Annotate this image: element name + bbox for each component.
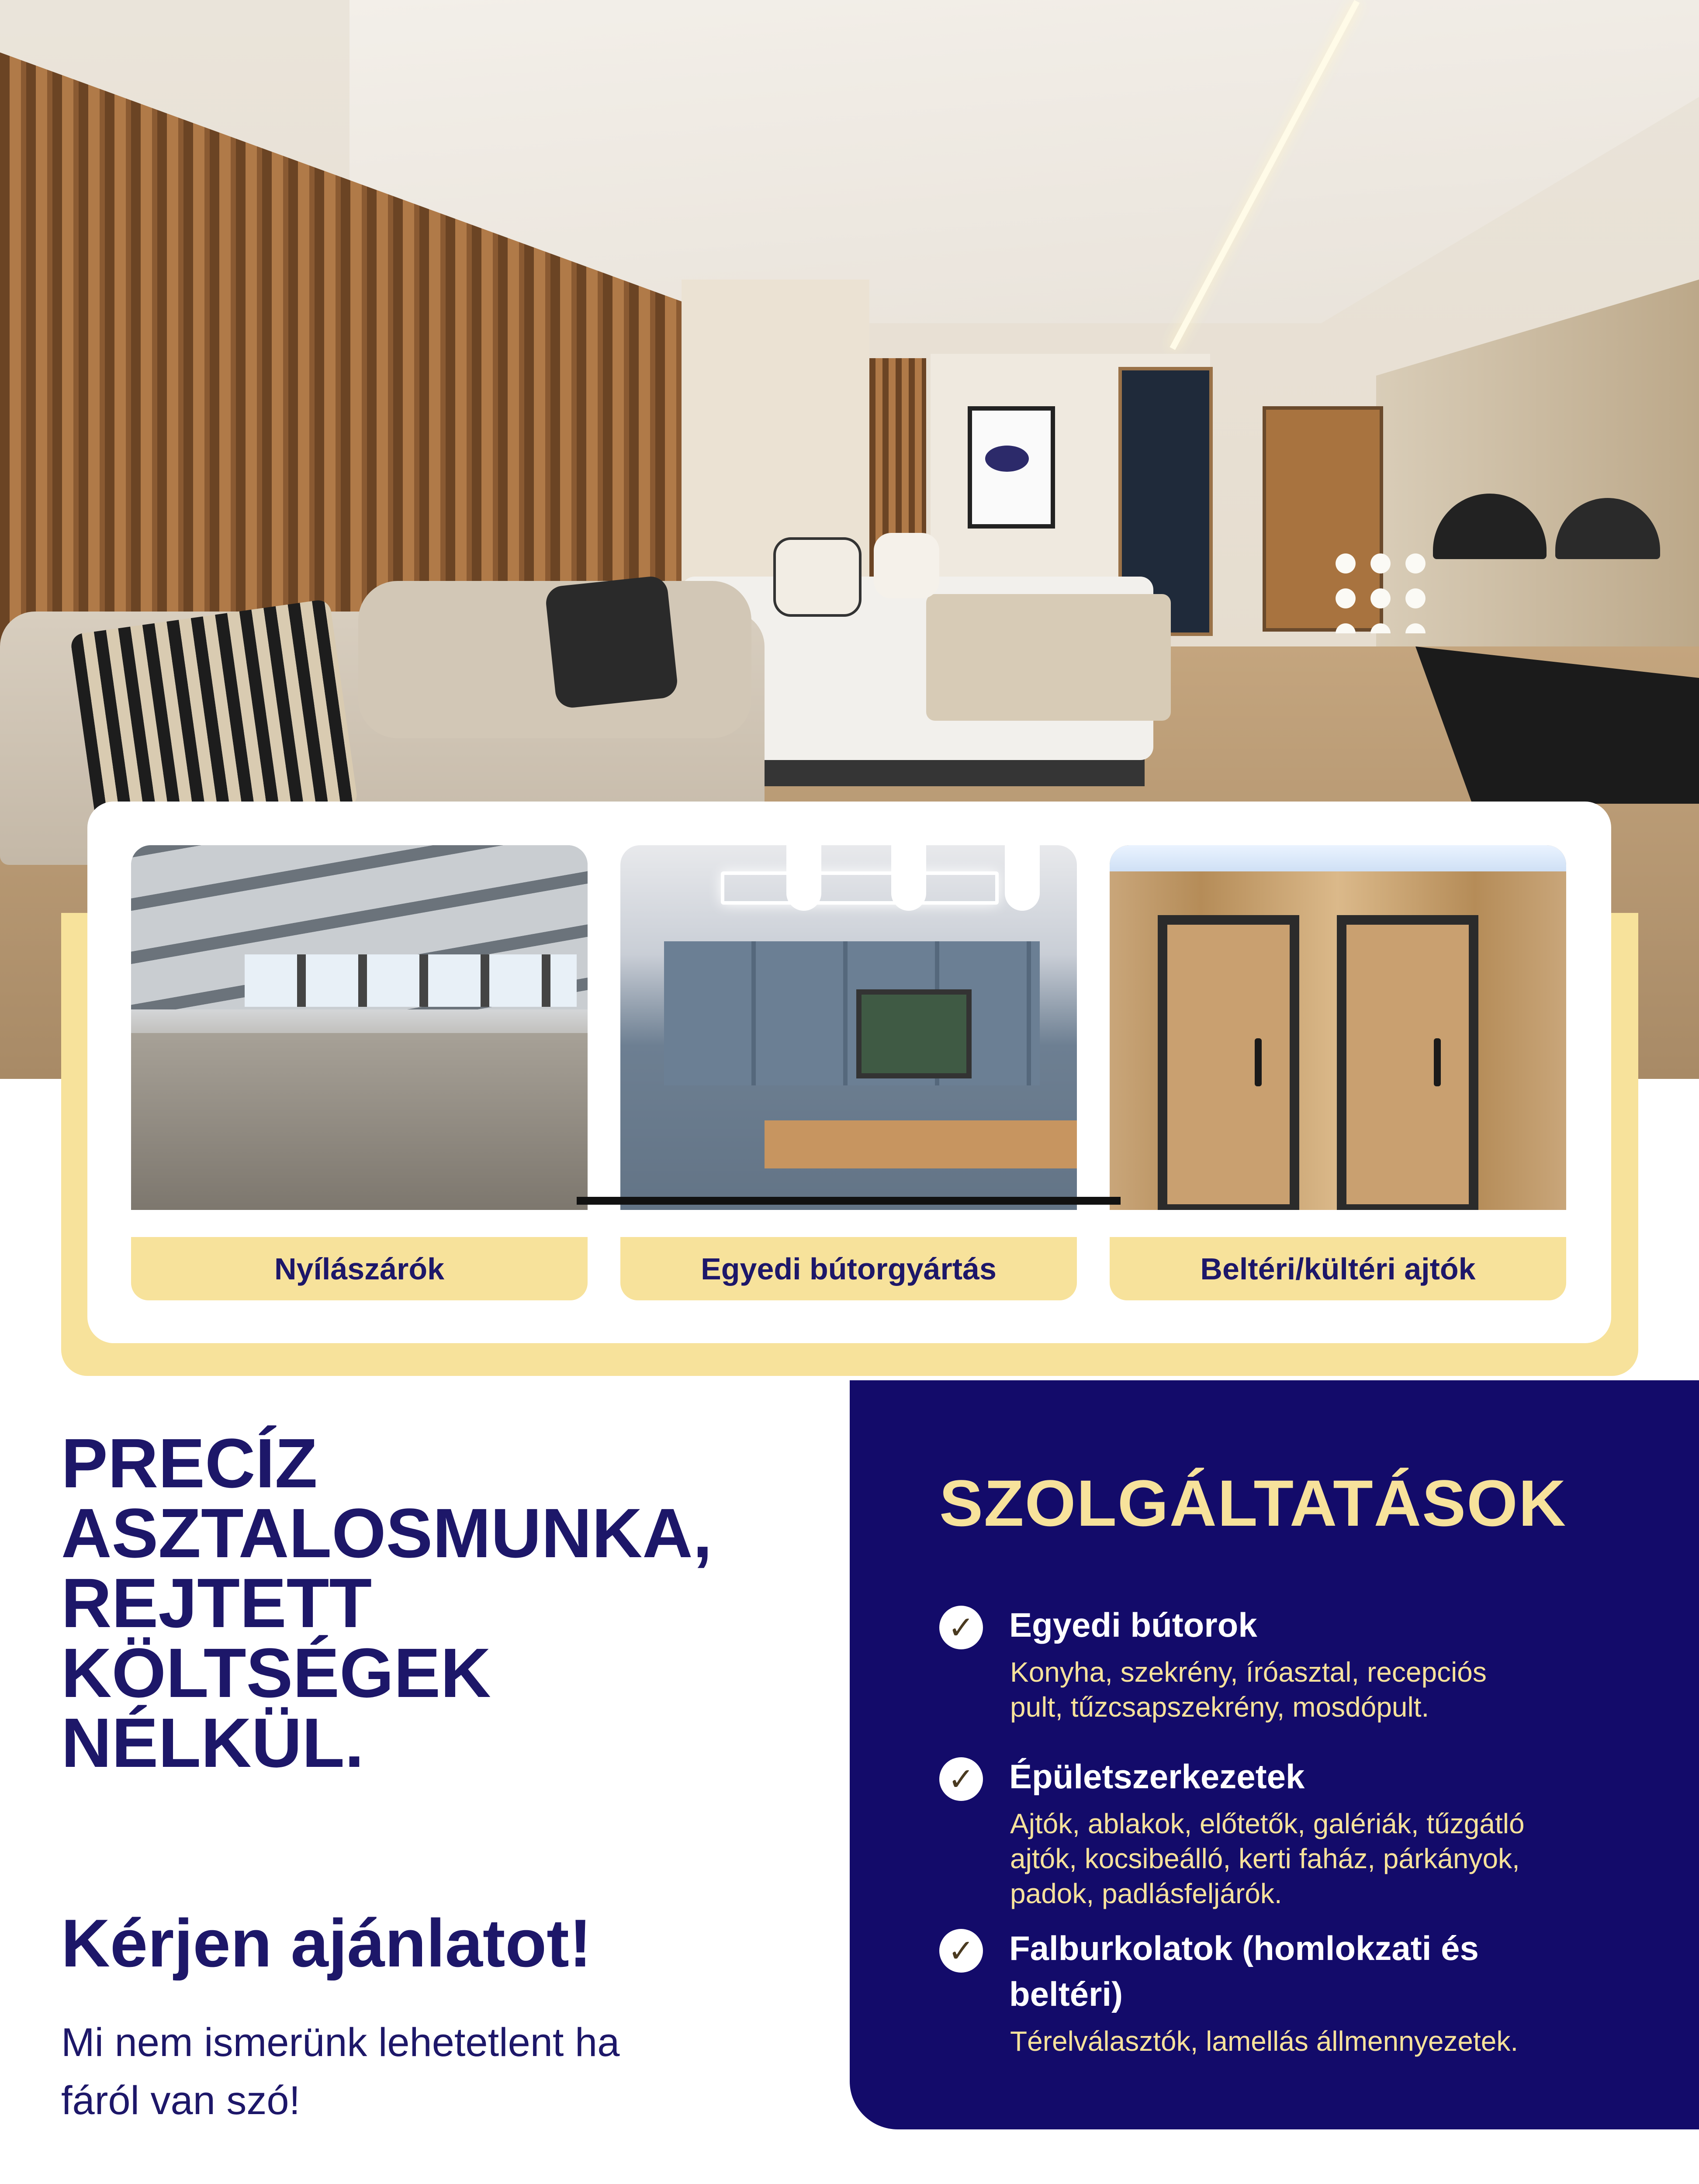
photo-kitchen-window (856, 989, 972, 1078)
service-description-line: padok, padlásfeljárók. (1010, 1878, 1282, 1909)
headline-line: ASZTALOSMUNKA, (61, 1494, 713, 1572)
photo-window-row (245, 954, 577, 1007)
gallery-caption: Egyedi bútorgyártás (620, 1237, 1077, 1300)
service-description-line: ajtók, kocsibeálló, kerti faház, párkányok, (1010, 1843, 1520, 1874)
gallery-caption: Beltéri/kültéri ajtók (1110, 1237, 1566, 1300)
door-handle (1255, 1038, 1262, 1086)
photo-flowers (1328, 546, 1429, 633)
photo-pendant-lamp (891, 845, 926, 911)
service-heading-line: beltéri) (1009, 1975, 1123, 2014)
service-description (1010, 1806, 1622, 1911)
service-heading-line: Falburkolatok (homlokzati és (1009, 1929, 1479, 1967)
service-heading-line: Épületszerkezetek (1009, 1757, 1305, 1796)
check-icon: ✓ (939, 1757, 983, 1801)
service-heading-line: Egyedi bútorok (1009, 1606, 1257, 1644)
gallery-caption: Nyílászárók (131, 1237, 588, 1300)
headline-line: PRECÍZ (61, 1424, 318, 1502)
check-icon: ✓ (939, 1929, 983, 1973)
tagline (61, 2014, 826, 2130)
gallery-photo-windows (131, 845, 588, 1210)
main-headline (61, 1424, 848, 1782)
photo-kitchen-cabinets (664, 941, 1040, 1085)
photo-bed-throw (926, 594, 1171, 721)
photo-corridor-light (1110, 845, 1566, 871)
services-title: SZOLGÁLTATÁSOK (939, 1466, 1567, 1540)
photo-pendant-lamp (786, 845, 821, 911)
service-description (1010, 2024, 1622, 2059)
gallery-photo-kitchen (620, 845, 1077, 1210)
headline-line: NÉLKÜL. (61, 1704, 364, 1782)
service-heading (1009, 1925, 1621, 2018)
photo-kitchen-island (765, 1120, 1077, 1168)
photo-pillow (773, 537, 862, 617)
photo-dark-cushion (544, 575, 679, 709)
divider-line (577, 1197, 1121, 1205)
photo-concrete-floor (131, 1033, 588, 1210)
photo-pillow (874, 533, 939, 598)
check-icon: ✓ (939, 1606, 983, 1649)
gallery-photo-doors (1110, 845, 1566, 1210)
photo-ceiling-led (721, 871, 999, 905)
tagline-line: fáról van szó! (61, 2078, 301, 2123)
info-label (520, 2162, 1177, 2184)
door-handle (1434, 1038, 1441, 1086)
service-description-line: Ajtók, ablakok, előtetők, galériák, tűzgátló (1010, 1808, 1525, 1839)
call-to-action: Kérjen ajánlatot! (61, 1905, 592, 1981)
photo-door-left (1158, 915, 1299, 1210)
service-description-line: Konyha, szekrény, íróasztal, recepciós (1010, 1656, 1487, 1688)
photo-door-right (1337, 915, 1478, 1210)
headline-line: REJTETT (61, 1564, 372, 1642)
service-description-line: pult, tűzcsapszekrény, mosdópult. (1010, 1691, 1429, 1723)
photo-frame-logo (985, 446, 1029, 472)
service-description-line: Térelválasztók, lamellás állmennyezetek. (1010, 2025, 1519, 2057)
tagline-line: Mi nem ismerünk lehetetlent ha (61, 2020, 620, 2065)
service-heading (1009, 1602, 1621, 1648)
photo-pendant-lamp (1005, 845, 1040, 911)
headline-line: KÖLTSÉGEK (61, 1634, 491, 1712)
service-description (1010, 1655, 1622, 1724)
service-heading (1009, 1754, 1621, 1800)
